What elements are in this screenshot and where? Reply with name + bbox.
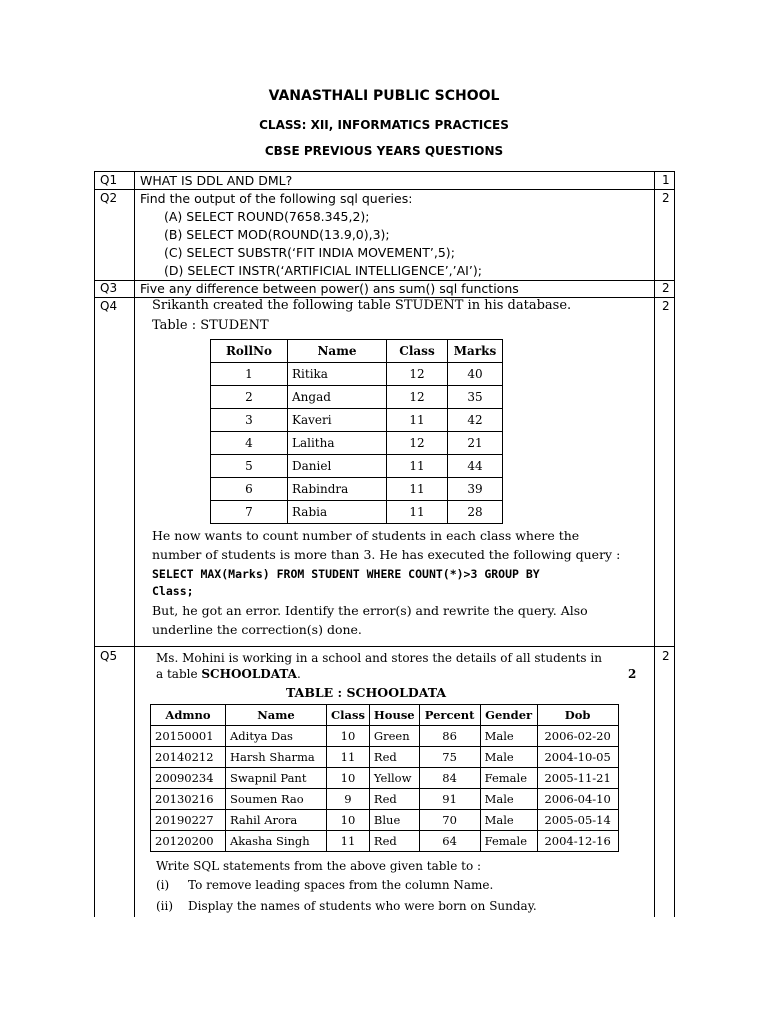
question-text: Five any difference between power() ans sum() sql functions <box>140 281 519 296</box>
question-grid <box>94 171 675 917</box>
table-cell: 2006-02-20 <box>537 726 618 747</box>
table-title: Table : STUDENT <box>152 318 269 333</box>
table-cell: 11 <box>327 831 370 852</box>
table-cell: 10 <box>327 768 370 789</box>
table-row <box>151 726 619 747</box>
table-cell: Angad <box>288 386 387 409</box>
table-cell: 44 <box>448 455 503 478</box>
table-cell: 11 <box>327 747 370 768</box>
table-cell: Lalitha <box>288 432 387 455</box>
question-marks: 2 <box>662 649 670 663</box>
table-cell: 21 <box>448 432 503 455</box>
table-row <box>211 501 503 524</box>
table-row <box>211 478 503 501</box>
table-row <box>151 810 619 831</box>
table-cell: Female <box>480 768 537 789</box>
question-marks: 2 <box>662 281 670 295</box>
table-cell: 20140212 <box>151 747 226 768</box>
table-row <box>151 768 619 789</box>
question-text: WHAT IS DDL AND DML? <box>140 173 293 188</box>
table-cell: 11 <box>387 501 448 524</box>
table-row <box>211 409 503 432</box>
table-cell: 1 <box>211 363 288 386</box>
column-header: Class <box>387 340 448 363</box>
question-number: Q3 <box>100 281 118 295</box>
table-cell: 2 <box>211 386 288 409</box>
grid-line <box>94 171 675 172</box>
table-cell: Green <box>369 726 419 747</box>
question-number: Q1 <box>100 173 118 187</box>
paper-subtitle: CBSE PREVIOUS YEARS QUESTIONS <box>264 144 504 158</box>
table-cell: 86 <box>419 726 480 747</box>
table-cell: 2005-11-21 <box>537 768 618 789</box>
table-cell: 5 <box>211 455 288 478</box>
table-cell: 11 <box>387 478 448 501</box>
table-cell: 10 <box>327 810 370 831</box>
question-number: Q4 <box>100 299 118 313</box>
table-row <box>151 789 619 810</box>
table-cell: Ritika <box>288 363 387 386</box>
table-cell: Swapnil Pant <box>226 768 327 789</box>
option-item: (D) SELECT INSTR(‘ARTIFICIAL INTELLIGENCE’,’AI’); <box>164 263 482 278</box>
sub-item-text: To remove leading spaces from the column Name. <box>188 878 494 892</box>
table-cell: 6 <box>211 478 288 501</box>
table-cell: 35 <box>448 386 503 409</box>
table-cell: 7 <box>211 501 288 524</box>
table-cell: 20090234 <box>151 768 226 789</box>
sql-query: SELECT MAX(Marks) FROM STUDENT WHERE COUNT(*)>3 GROUP BY <box>152 567 540 581</box>
table-cell: 11 <box>387 455 448 478</box>
table-cell: 2004-12-16 <box>537 831 618 852</box>
grid-line <box>94 189 675 190</box>
table-cell: Female <box>480 831 537 852</box>
inner-marks: 2 <box>628 667 637 681</box>
table-row <box>211 432 503 455</box>
table-row <box>151 747 619 768</box>
table-cell: 20190227 <box>151 810 226 831</box>
question-paragraph: number of students is more than 3. He has executed the following query : <box>152 547 621 562</box>
table-cell: Daniel <box>288 455 387 478</box>
grid-line <box>134 171 135 917</box>
table-cell: Rabia <box>288 501 387 524</box>
option-item: (C) SELECT SUBSTR(‘FIT INDIA MOVEMENT’,5); <box>164 245 455 260</box>
column-header: Name <box>226 705 327 726</box>
column-header: House <box>369 705 419 726</box>
table-cell: 4 <box>211 432 288 455</box>
table-cell: 91 <box>419 789 480 810</box>
table-cell: 3 <box>211 409 288 432</box>
table-cell: 12 <box>387 363 448 386</box>
grid-line <box>94 171 95 917</box>
column-header: Gender <box>480 705 537 726</box>
column-header: RollNo <box>211 340 288 363</box>
table-name: SCHOOLDATA <box>201 667 297 681</box>
question-paragraph: He now wants to count number of students in each class where the <box>152 528 580 543</box>
school-name: VANASTHALI PUBLIC SCHOOL <box>268 88 500 104</box>
intro-text: . <box>296 667 301 681</box>
sub-item-text: Display the names of students who were born on Sunday. <box>188 899 537 913</box>
grid-line <box>94 646 675 647</box>
intro-text: a table <box>156 667 202 681</box>
table-cell: 84 <box>419 768 480 789</box>
sql-options <box>164 208 482 280</box>
table-cell: 2005-05-14 <box>537 810 618 831</box>
table-row <box>211 455 503 478</box>
table-cell: 11 <box>387 409 448 432</box>
column-header: Name <box>288 340 387 363</box>
table-cell: 2006-04-10 <box>537 789 618 810</box>
column-header: Admno <box>151 705 226 726</box>
table-cell: Yellow <box>369 768 419 789</box>
table-cell: 20130216 <box>151 789 226 810</box>
grid-line <box>654 171 655 917</box>
table-cell: Male <box>480 747 537 768</box>
option-item: (A) SELECT ROUND(7658.345,2); <box>164 209 370 224</box>
table-cell: Akasha Singh <box>226 831 327 852</box>
table-cell: Rabindra <box>288 478 387 501</box>
table-cell: Red <box>369 747 419 768</box>
table-title: TABLE : SCHOOLDATA <box>286 685 447 700</box>
table-cell: 20150001 <box>151 726 226 747</box>
table-cell: 12 <box>387 432 448 455</box>
question-marks: 2 <box>662 299 670 313</box>
question-paragraph: But, he got an error. Identify the error(s) and rewrite the query. Also <box>152 603 588 618</box>
column-header: Class <box>327 705 370 726</box>
question-text: Find the output of the following sql queries: <box>140 191 413 206</box>
sub-item-label: (ii) <box>156 899 174 913</box>
table-cell: Red <box>369 789 419 810</box>
table-cell: Blue <box>369 810 419 831</box>
table-cell: 2004-10-05 <box>537 747 618 768</box>
table-cell: 12 <box>387 386 448 409</box>
question-intro: Srikanth created the following table STUDENT in his database. <box>152 298 572 313</box>
table-cell: 20120200 <box>151 831 226 852</box>
table-row <box>151 831 619 852</box>
column-header: Percent <box>419 705 480 726</box>
table-cell: Aditya Das <box>226 726 327 747</box>
table-row <box>211 363 503 386</box>
table-cell: 10 <box>327 726 370 747</box>
option-item: (B) SELECT MOD(ROUND(13.9,0),3); <box>164 227 390 242</box>
table-cell: Soumen Rao <box>226 789 327 810</box>
question-paragraph: underline the correction(s) done. <box>152 622 362 637</box>
table-cell: 40 <box>448 363 503 386</box>
table-header-row <box>151 705 619 726</box>
table-cell: Kaveri <box>288 409 387 432</box>
schooldata-table <box>150 704 619 852</box>
question-number: Q2 <box>100 191 118 205</box>
column-header: Dob <box>537 705 618 726</box>
table-cell: Harsh Sharma <box>226 747 327 768</box>
grid-line <box>674 171 675 917</box>
class-line: CLASS: XII, INFORMATICS PRACTICES <box>259 118 509 132</box>
table-cell: 75 <box>419 747 480 768</box>
table-cell: Rahil Arora <box>226 810 327 831</box>
student-table <box>210 339 503 524</box>
table-row <box>211 386 503 409</box>
question-marks: 2 <box>662 191 670 205</box>
table-cell: Male <box>480 810 537 831</box>
column-header: Marks <box>448 340 503 363</box>
question-number: Q5 <box>100 649 118 663</box>
question-intro <box>156 667 301 681</box>
table-cell: 42 <box>448 409 503 432</box>
table-cell: 70 <box>419 810 480 831</box>
table-header-row <box>211 340 503 363</box>
sql-query: Class; <box>152 584 194 598</box>
question-instruction: Write SQL statements from the above given table to : <box>156 859 482 873</box>
table-cell: 28 <box>448 501 503 524</box>
table-cell: Male <box>480 726 537 747</box>
table-cell: 39 <box>448 478 503 501</box>
question-marks: 1 <box>662 173 670 187</box>
table-cell: 9 <box>327 789 370 810</box>
table-cell: Male <box>480 789 537 810</box>
question-intro: Ms. Mohini is working in a school and stores the details of all students in <box>156 651 602 665</box>
table-cell: Red <box>369 831 419 852</box>
table-cell: 64 <box>419 831 480 852</box>
sub-item-label: (i) <box>156 878 170 892</box>
